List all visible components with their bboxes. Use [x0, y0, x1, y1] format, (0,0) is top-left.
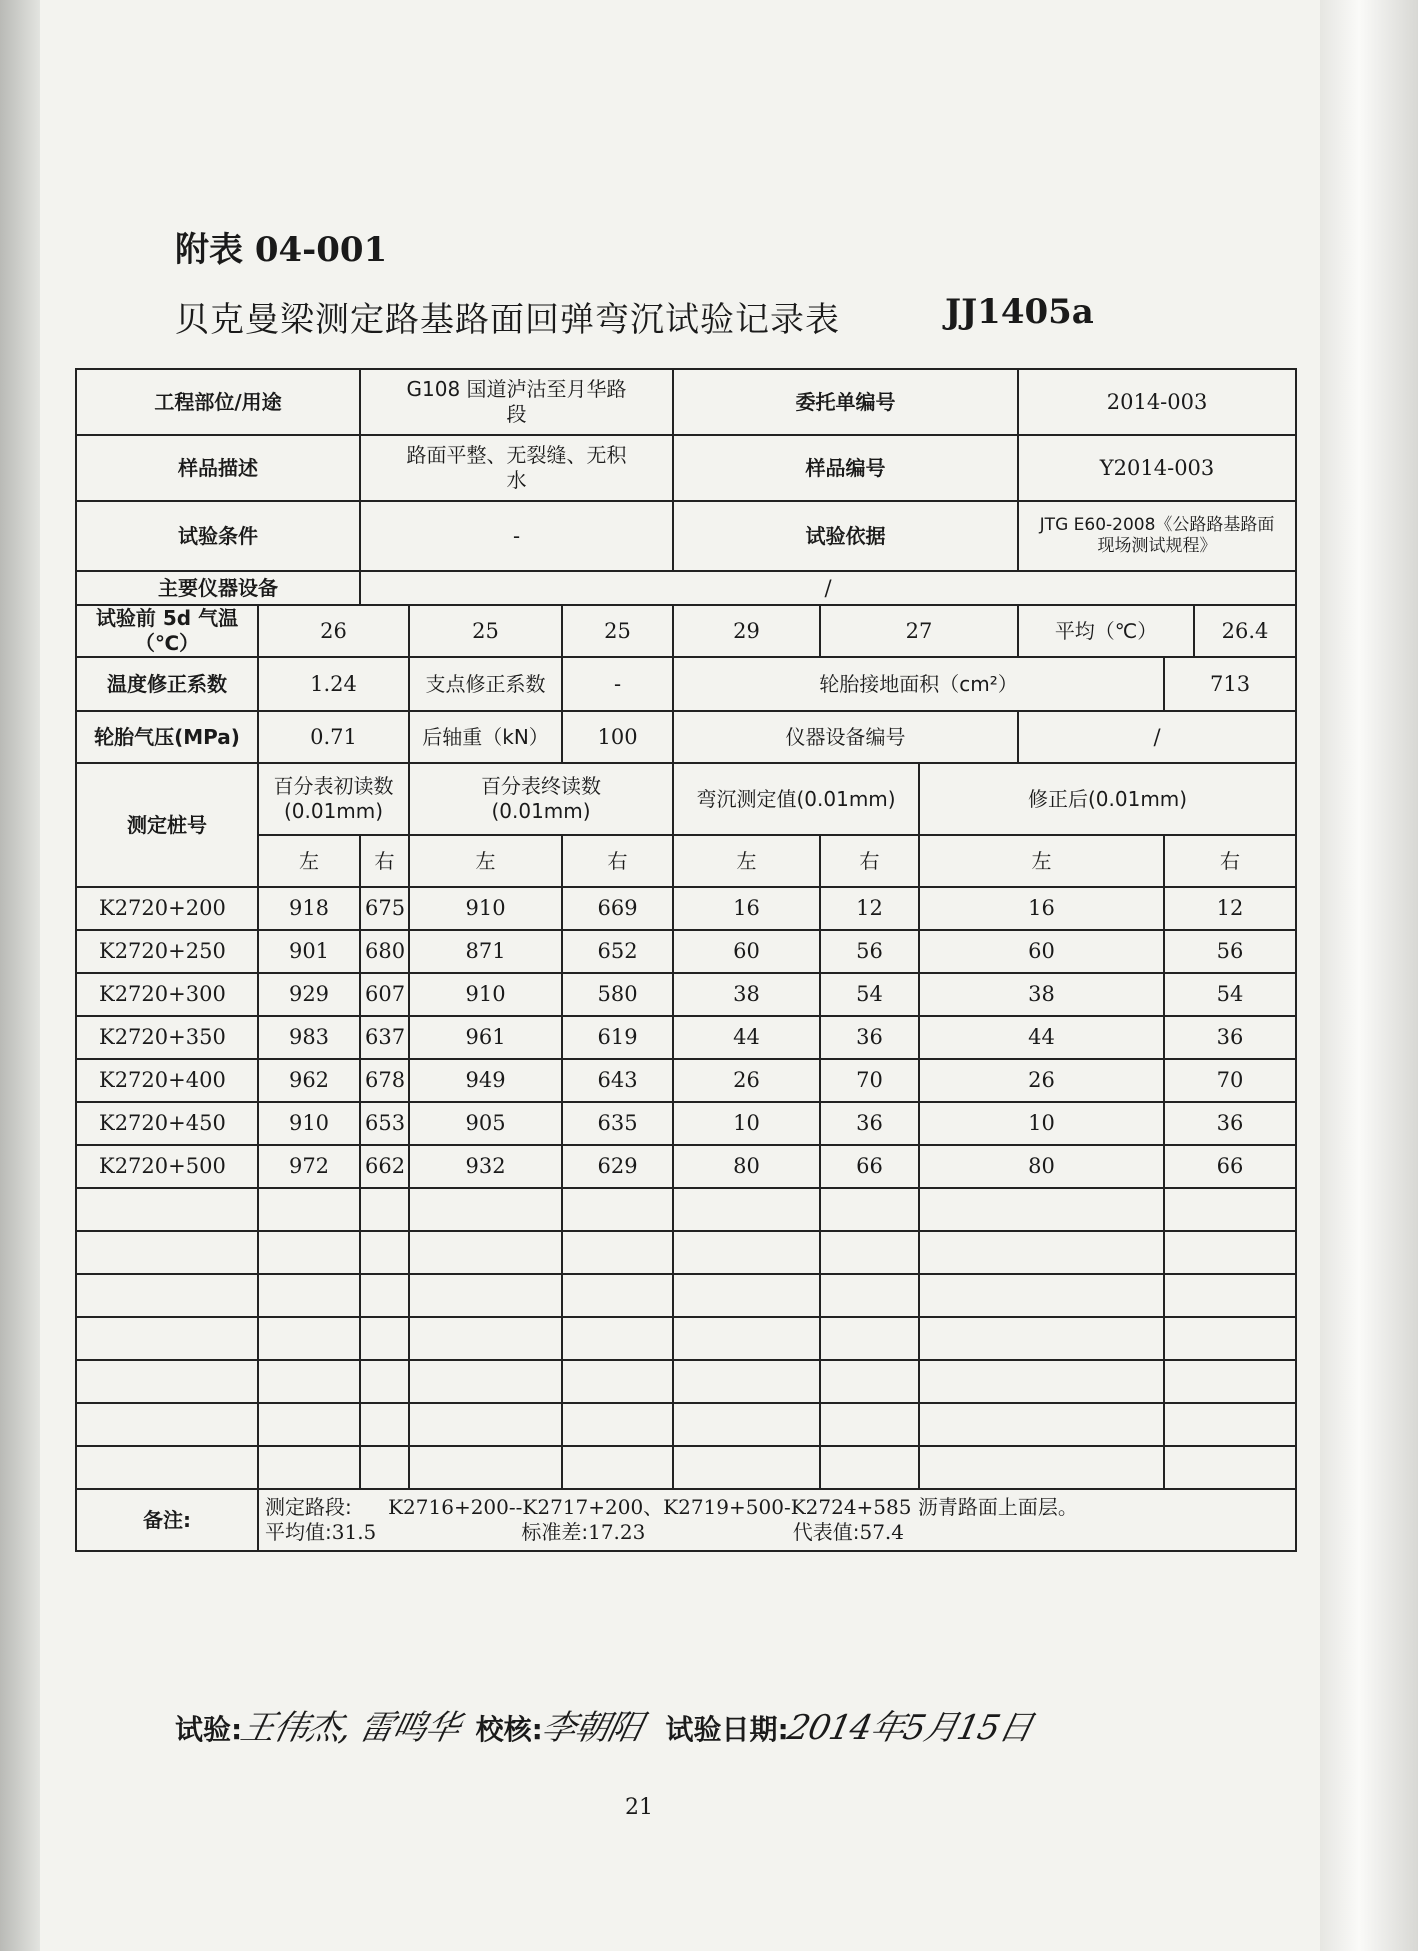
- deflection-left-cell: [673, 1360, 820, 1403]
- date-label: 试验日期:: [665, 1713, 789, 1746]
- final-right-cell: 580: [562, 973, 673, 1016]
- temperature-row: [76, 605, 1296, 657]
- stake-cell: [76, 1231, 258, 1274]
- corrected-left-cell: [919, 1403, 1164, 1446]
- table-row: [76, 1446, 1296, 1489]
- rep-value: 57.4: [859, 1520, 904, 1544]
- initial-left-cell: [258, 1188, 360, 1231]
- initial-right-header: 右: [360, 835, 409, 887]
- initial-right-cell: [360, 1360, 409, 1403]
- temp-coef-value: 1.24: [258, 657, 409, 711]
- initial-right-cell: 680: [360, 930, 409, 973]
- sample-desc-value-line1: 路面平整、无裂缝、无积: [406, 443, 627, 467]
- temperature-day-2: 25: [409, 605, 562, 657]
- initial-left-cell: 910: [258, 1102, 360, 1145]
- temperature-day-5: 27: [820, 605, 1018, 657]
- initial-left-cell: 929: [258, 973, 360, 1016]
- stake-cell: [76, 1360, 258, 1403]
- corrected-left-cell: [919, 1188, 1164, 1231]
- project-part-value-line2: 段: [506, 402, 527, 426]
- temperature-avg-value: 26.4: [1194, 605, 1296, 657]
- deflection-right-header: 右: [820, 835, 919, 887]
- test-condition-value: -: [360, 501, 673, 571]
- commission-no-label: 委托单编号: [673, 369, 1018, 435]
- remarks-content: [258, 1489, 1296, 1551]
- data-rows: [76, 887, 1296, 1489]
- page-edge: [1320, 0, 1418, 1951]
- deflection-right-cell: 56: [820, 930, 919, 973]
- test-basis-value: [1018, 501, 1296, 571]
- deflection-left-cell: 44: [673, 1016, 820, 1059]
- stake-cell: K2720+300: [76, 973, 258, 1016]
- table-row: [76, 1274, 1296, 1317]
- data-subheader-row: [76, 835, 1296, 887]
- final-reading-header: [409, 763, 673, 835]
- corrected-left-cell: 38: [919, 973, 1164, 1016]
- deflection-record-table: [75, 368, 1297, 1552]
- deflection-left-cell: [673, 1317, 820, 1360]
- temperature-day-1: 26: [258, 605, 409, 657]
- final-right-cell: [562, 1188, 673, 1231]
- stake-cell: [76, 1403, 258, 1446]
- corrected-left-cell: 60: [919, 930, 1164, 973]
- test-date: 2014年5月15日: [783, 1708, 1036, 1748]
- table-row: [76, 930, 1296, 973]
- deflection-left-cell: [673, 1274, 820, 1317]
- corrected-left-cell: [919, 1446, 1164, 1489]
- section-value: K2716+200--K2717+200、K2719+500-K2724+585 沥青路面上面层。: [388, 1495, 1078, 1519]
- initial-reading-header-line1: 百分表初读数: [273, 774, 394, 798]
- final-right-cell: 652: [562, 930, 673, 973]
- stake-cell: K2720+350: [76, 1016, 258, 1059]
- final-right-cell: 619: [562, 1016, 673, 1059]
- deflection-right-cell: [820, 1317, 919, 1360]
- checker-signature: 李朝阳: [537, 1708, 646, 1748]
- info-row-project: [76, 369, 1296, 435]
- remarks-row: [76, 1489, 1296, 1551]
- tester-signature: 王伟杰, 雷鸣华: [237, 1708, 464, 1748]
- data-header-row: [76, 763, 1296, 835]
- final-right-cell: 629: [562, 1145, 673, 1188]
- table-row: [76, 973, 1296, 1016]
- initial-right-cell: [360, 1446, 409, 1489]
- std-label: 标准差:: [521, 1520, 589, 1544]
- deflection-left-cell: 60: [673, 930, 820, 973]
- corrected-right-cell: 70: [1164, 1059, 1296, 1102]
- remarks-label: 备注:: [76, 1489, 258, 1551]
- table-row: [76, 1145, 1296, 1188]
- device-no-label: 仪器设备编号: [673, 711, 1018, 763]
- deflection-right-cell: [820, 1188, 919, 1231]
- initial-right-cell: 678: [360, 1059, 409, 1102]
- final-left-cell: 961: [409, 1016, 562, 1059]
- deflection-header: 弯沉测定值(0.01mm): [673, 763, 919, 835]
- sample-desc-label: 样品描述: [76, 435, 360, 501]
- page-number: 21: [625, 1795, 653, 1820]
- final-left-cell: [409, 1274, 562, 1317]
- std-value: 17.23: [588, 1520, 646, 1544]
- section-label: 测定路段:: [265, 1495, 352, 1519]
- deflection-left-cell: [673, 1446, 820, 1489]
- temperature-avg-label: 平均（℃）: [1018, 605, 1194, 657]
- corrected-left-cell: [919, 1231, 1164, 1274]
- sample-no-value: Y2014-003: [1018, 435, 1296, 501]
- deflection-right-cell: 36: [820, 1016, 919, 1059]
- corrected-right-cell: [1164, 1360, 1296, 1403]
- tire-area-label: 轮胎接地面积（cm²）: [673, 657, 1164, 711]
- deflection-left-cell: 80: [673, 1145, 820, 1188]
- corrected-left-header: 左: [919, 835, 1164, 887]
- project-part-value: [360, 369, 673, 435]
- test-basis-value-line1: JTG E60-2008《公路路基路面: [1039, 514, 1275, 535]
- load-row: [76, 711, 1296, 763]
- final-right-cell: [562, 1274, 673, 1317]
- initial-reading-header: [258, 763, 409, 835]
- final-left-cell: [409, 1231, 562, 1274]
- deflection-right-cell: [820, 1360, 919, 1403]
- deflection-right-cell: [820, 1446, 919, 1489]
- remarks-line1: [265, 1495, 1291, 1520]
- coefficient-row: [76, 657, 1296, 711]
- final-left-cell: [409, 1403, 562, 1446]
- deflection-left-cell: [673, 1403, 820, 1446]
- initial-right-cell: 653: [360, 1102, 409, 1145]
- final-right-cell: 643: [562, 1059, 673, 1102]
- deflection-right-cell: 66: [820, 1145, 919, 1188]
- project-part-label: 工程部位/用途: [76, 369, 360, 435]
- initial-left-cell: [258, 1360, 360, 1403]
- mean-label: 平均值:: [265, 1520, 332, 1544]
- stake-cell: [76, 1446, 258, 1489]
- corrected-right-cell: [1164, 1403, 1296, 1446]
- temperature-label: 试验前 5d 气温（℃）: [76, 605, 258, 657]
- initial-left-cell: [258, 1274, 360, 1317]
- corrected-right-cell: 12: [1164, 887, 1296, 930]
- corrected-left-cell: 26: [919, 1059, 1164, 1102]
- sample-desc-value: [360, 435, 673, 501]
- table-row: [76, 887, 1296, 930]
- info-row-equipment: [76, 571, 1296, 605]
- final-reading-header-line2: (0.01mm): [491, 799, 591, 823]
- support-coef-label: 支点修正系数: [409, 657, 562, 711]
- corrected-left-cell: 44: [919, 1016, 1164, 1059]
- initial-left-cell: [258, 1446, 360, 1489]
- final-left-cell: 910: [409, 973, 562, 1016]
- table-row: [76, 1317, 1296, 1360]
- deflection-left-cell: [673, 1188, 820, 1231]
- project-part-value-line1: G108 国道泸沽至月华路: [406, 377, 627, 401]
- table-row: [76, 1059, 1296, 1102]
- initial-right-cell: [360, 1274, 409, 1317]
- stake-cell: K2720+450: [76, 1102, 258, 1145]
- form-code: 附表 04-001: [175, 230, 388, 270]
- final-right-cell: [562, 1360, 673, 1403]
- sample-no-label: 样品编号: [673, 435, 1018, 501]
- test-basis-label: 试验依据: [673, 501, 1018, 571]
- rear-axle-value: 100: [562, 711, 673, 763]
- temperature-day-4: 29: [673, 605, 820, 657]
- final-right-cell: [562, 1446, 673, 1489]
- table-row: [76, 1403, 1296, 1446]
- initial-left-cell: 962: [258, 1059, 360, 1102]
- stake-cell: K2720+200: [76, 887, 258, 930]
- stake-header: 测定桩号: [76, 763, 258, 887]
- initial-left-cell: [258, 1403, 360, 1446]
- initial-right-cell: [360, 1403, 409, 1446]
- test-basis-value-line2: 现场测试规程》: [1097, 536, 1217, 556]
- final-left-cell: [409, 1360, 562, 1403]
- final-left-cell: 910: [409, 887, 562, 930]
- equipment-value: /: [360, 571, 1296, 605]
- deflection-right-cell: 12: [820, 887, 919, 930]
- page-gutter-shadow: [0, 0, 40, 1951]
- form-number: JJ1405a: [945, 292, 1094, 332]
- initial-right-cell: [360, 1231, 409, 1274]
- initial-left-cell: 972: [258, 1145, 360, 1188]
- initial-right-cell: [360, 1317, 409, 1360]
- table-row: [76, 1102, 1296, 1145]
- corrected-right-cell: 36: [1164, 1102, 1296, 1145]
- deflection-left-cell: 38: [673, 973, 820, 1016]
- sample-desc-value-line2: 水: [506, 468, 527, 492]
- stake-cell: [76, 1188, 258, 1231]
- temperature-day-3: 25: [562, 605, 673, 657]
- final-right-cell: 669: [562, 887, 673, 930]
- final-left-cell: 949: [409, 1059, 562, 1102]
- tire-area-value: 713: [1164, 657, 1296, 711]
- equipment-label: 主要仪器设备: [76, 571, 360, 605]
- tire-pressure-value: 0.71: [258, 711, 409, 763]
- table-row: [76, 1360, 1296, 1403]
- corrected-left-cell: [919, 1360, 1164, 1403]
- initial-reading-header-line2: (0.01mm): [283, 799, 384, 823]
- initial-left-cell: [258, 1231, 360, 1274]
- deflection-right-cell: [820, 1231, 919, 1274]
- corrected-left-cell: 10: [919, 1102, 1164, 1145]
- final-left-cell: [409, 1446, 562, 1489]
- corrected-left-cell: 16: [919, 887, 1164, 930]
- corrected-right-cell: [1164, 1231, 1296, 1274]
- stake-cell: K2720+400: [76, 1059, 258, 1102]
- initial-left-cell: [258, 1317, 360, 1360]
- commission-no-value: 2014-003: [1018, 369, 1296, 435]
- final-right-cell: [562, 1403, 673, 1446]
- corrected-right-cell: 54: [1164, 973, 1296, 1016]
- temp-coef-label: 温度修正系数: [76, 657, 258, 711]
- corrected-left-cell: [919, 1317, 1164, 1360]
- final-left-cell: 871: [409, 930, 562, 973]
- signature-line: [175, 1700, 1036, 1749]
- initial-right-cell: 607: [360, 973, 409, 1016]
- corrected-right-header: 右: [1164, 835, 1296, 887]
- deflection-left-cell: 10: [673, 1102, 820, 1145]
- table-row: [76, 1231, 1296, 1274]
- device-no-value: /: [1018, 711, 1296, 763]
- corrected-right-cell: 66: [1164, 1145, 1296, 1188]
- deflection-left-cell: 26: [673, 1059, 820, 1102]
- deflection-right-cell: 36: [820, 1102, 919, 1145]
- remarks-line2: [265, 1520, 1291, 1545]
- initial-right-cell: 675: [360, 887, 409, 930]
- final-right-cell: [562, 1231, 673, 1274]
- corrected-right-cell: [1164, 1188, 1296, 1231]
- corrected-right-cell: 56: [1164, 930, 1296, 973]
- initial-left-cell: 983: [258, 1016, 360, 1059]
- info-row-sample: [76, 435, 1296, 501]
- support-coef-value: -: [562, 657, 673, 711]
- corrected-right-cell: 36: [1164, 1016, 1296, 1059]
- initial-left-cell: 918: [258, 887, 360, 930]
- deflection-right-cell: 54: [820, 973, 919, 1016]
- deflection-left-header: 左: [673, 835, 820, 887]
- stake-cell: K2720+500: [76, 1145, 258, 1188]
- final-reading-header-line1: 百分表终读数: [481, 774, 602, 798]
- final-right-cell: [562, 1317, 673, 1360]
- deflection-left-cell: [673, 1231, 820, 1274]
- tester-label: 试验:: [175, 1713, 243, 1746]
- deflection-right-cell: [820, 1403, 919, 1446]
- final-left-cell: [409, 1188, 562, 1231]
- table-row: [76, 1016, 1296, 1059]
- initial-right-cell: 662: [360, 1145, 409, 1188]
- initial-right-cell: 637: [360, 1016, 409, 1059]
- table-row: [76, 1188, 1296, 1231]
- final-left-header: 左: [409, 835, 562, 887]
- initial-right-cell: [360, 1188, 409, 1231]
- deflection-left-cell: 16: [673, 887, 820, 930]
- checker-label: 校核:: [475, 1713, 543, 1746]
- form-title: 贝克曼梁测定路基路面回弹弯沉试验记录表: [175, 300, 840, 340]
- final-left-cell: [409, 1317, 562, 1360]
- corrected-right-cell: [1164, 1317, 1296, 1360]
- corrected-left-cell: [919, 1274, 1164, 1317]
- test-condition-label: 试验条件: [76, 501, 360, 571]
- corrected-left-cell: 80: [919, 1145, 1164, 1188]
- corrected-right-cell: [1164, 1446, 1296, 1489]
- info-row-condition: [76, 501, 1296, 571]
- stake-cell: [76, 1274, 258, 1317]
- stake-cell: [76, 1317, 258, 1360]
- tire-pressure-label: 轮胎气压(MPa): [76, 711, 258, 763]
- corrected-header: 修正后(0.01mm): [919, 763, 1296, 835]
- final-right-header: 右: [562, 835, 673, 887]
- stake-cell: K2720+250: [76, 930, 258, 973]
- corrected-right-cell: [1164, 1274, 1296, 1317]
- deflection-right-cell: 70: [820, 1059, 919, 1102]
- rear-axle-label: 后轴重（kN）: [409, 711, 562, 763]
- mean-value: 31.5: [331, 1520, 377, 1544]
- deflection-right-cell: [820, 1274, 919, 1317]
- initial-left-header: 左: [258, 835, 360, 887]
- initial-left-cell: 901: [258, 930, 360, 973]
- final-left-cell: 905: [409, 1102, 562, 1145]
- rep-label: 代表值:: [792, 1520, 860, 1544]
- final-right-cell: 635: [562, 1102, 673, 1145]
- final-left-cell: 932: [409, 1145, 562, 1188]
